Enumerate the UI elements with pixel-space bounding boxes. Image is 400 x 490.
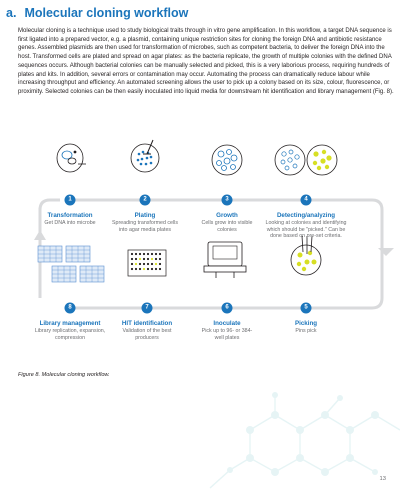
liquid-handler-icon: [204, 242, 246, 278]
step-badge-1: 1: [65, 195, 76, 206]
step-desc-transformation: Get DNA into microbe: [44, 220, 96, 226]
step-desc-plating: Spreading transformed cells into agar media plates: [112, 220, 178, 233]
body-paragraph: Molecular cloning is a technique used to study biological traits through in vitro gene amplification. In this workflow, a target DNA sequence is first ligated into a prepared vector, e.g. a plasmid, containing unique restriction sites for cloning the foreign DNA and antibiotic resistance genes. Assembled plasmids are then used for transformation of microbes, such as competent bacteria, to deliver the foreign DNA into the host. Transformed cells are plated and spread on agar plates: as the bacteria replicate, the growth of multiple colonies with the defined DNA sequences occurs. Although bacterial colonies can be manually selected and picked, this is a very laborious process, requiring hundreds of plates and kits. In addition, several errors or contamination may occur. Automating the process can dramatically reduce labour while increasing throughput and efficiency. An automated screening allows the user to pick up a colony based on its size, colour, fluorescence, or proximity. Selected colonies can be then easily inoculated into liquid media for downstream hit identification and library management (Fig. 8).: [18, 28, 394, 95]
section-title: Molecular cloning workflow: [24, 6, 189, 20]
step-title-transformation: Transformation: [47, 212, 93, 219]
step-desc-detecting: Looking at colonies and identifying which should be "picked." Can be done based on pre-set criteria.: [265, 220, 347, 240]
flow-arrow-up-icon: [34, 230, 46, 240]
step-desc-library-management: Library replication, expansion, compression: [34, 328, 106, 341]
flow-arrow-right-icon: [378, 248, 394, 256]
step-desc-picking: Pins pick: [295, 328, 317, 334]
step-badge-4: 4: [301, 195, 312, 206]
step-title-hit-identification: HIT identification: [121, 320, 173, 327]
colony-detection-icon: [275, 145, 337, 175]
page-number: 13: [379, 476, 386, 482]
section-heading: [6, 6, 188, 20]
step-badge-6: 6: [222, 303, 233, 314]
step-title-picking: Picking: [294, 320, 318, 327]
step-badge-3: 3: [222, 195, 233, 206]
step-title-inoculate: Inoculate: [213, 320, 241, 327]
plate-library-icon: [38, 246, 104, 282]
step-desc-hit-identification: Validation of the best producers: [122, 328, 172, 341]
step-badge-8: 8: [65, 303, 76, 314]
step-badge-5: 5: [301, 303, 312, 314]
step-desc-growth: Cells grow into visible colonies: [201, 220, 253, 233]
step-desc-inoculate: Pick up to 96- or 384-well plates: [201, 328, 253, 341]
plating-spreader-icon: [131, 140, 159, 172]
section-letter: a.: [6, 6, 17, 20]
colony-picking-icon: [291, 236, 321, 275]
figure-caption: Figure 8. Molecular cloning workflow.: [18, 372, 110, 378]
workflow-diagram: [0, 138, 400, 378]
step-title-library-management: Library management: [39, 320, 101, 327]
step-badge-2: 2: [140, 195, 151, 206]
step-title-detecting: Detecting/analyzing: [276, 212, 336, 219]
petri-dish-plasmid-icon: [57, 144, 86, 172]
step-title-plating: Plating: [134, 212, 156, 219]
step-title-growth: Growth: [216, 212, 238, 219]
colony-growth-icon: [212, 145, 242, 175]
well-plate-icon: [128, 250, 166, 276]
step-badge-7: 7: [142, 303, 153, 314]
